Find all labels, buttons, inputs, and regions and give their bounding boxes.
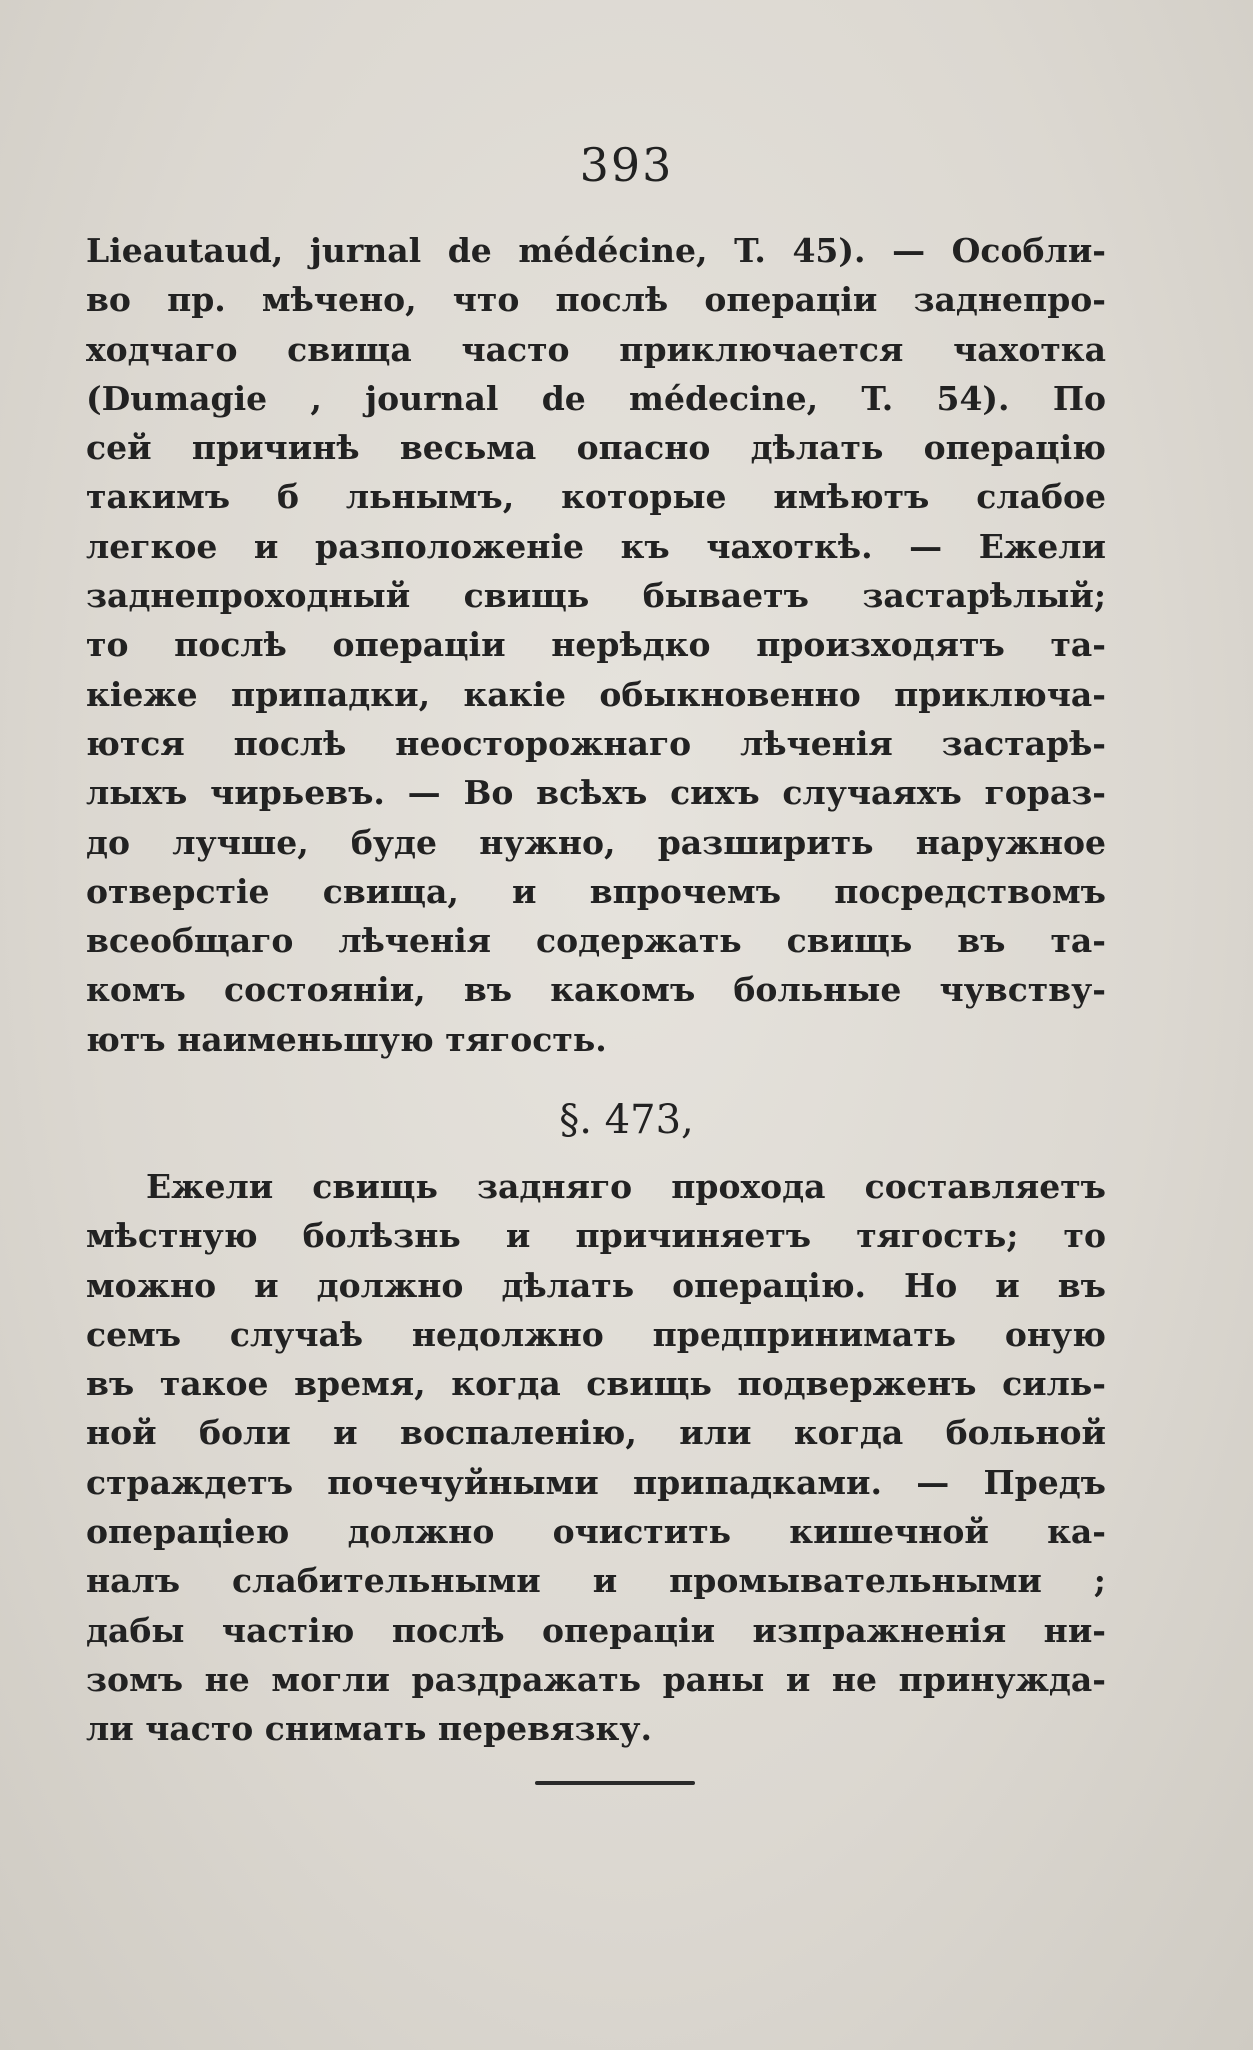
text-line: то послѣ операціи нерѣдко произходятъ та- — [86, 625, 1106, 665]
text-line: можно и должно дѣлать операцію. Но и въ — [86, 1265, 1106, 1305]
text-line: ются послѣ неосторожнаго лѣченія застарѣ- — [86, 723, 1106, 763]
text-line: (Dumagie , journal de médecine, T. 54). По — [86, 378, 1106, 418]
paragraph-2 — [86, 1162, 1106, 1754]
paragraph-1 — [86, 226, 1106, 1064]
text-line: отверстіе свища, и впрочемъ посредствомъ — [86, 871, 1106, 911]
page-number: 393 — [579, 138, 674, 192]
text-line: зомъ не могли раздражать раны и не принужда- — [86, 1659, 1106, 1699]
text-line: страждетъ почечуйными припадками. — Предъ — [86, 1462, 1106, 1502]
text-line: комъ состояніи, въ какомъ больные чувству- — [86, 970, 1106, 1010]
text-line: сей причинѣ весьма опасно дѣлать операцію — [86, 428, 1106, 468]
text-line: такимъ б льнымъ, которые имѣютъ слабое — [86, 477, 1106, 517]
text-line: мѣстную болѣзнь и причиняетъ тягость; то — [86, 1216, 1106, 1256]
text-line: легкое и разположеніе къ чахоткѣ. — Ежели — [86, 526, 1106, 566]
section-divider — [535, 1781, 695, 1785]
text-line: семъ случаѣ недолжно предпринимать оную — [86, 1314, 1106, 1354]
text-line: налъ слабительными и промывательными ; — [86, 1561, 1106, 1601]
text-line: въ такое время, когда свищь подверженъ силь- — [86, 1364, 1106, 1404]
text-line: ютъ наименьшую тягость. — [86, 1019, 607, 1059]
text-line: всеобщаго лѣченія содержать свищь въ та- — [86, 921, 1106, 961]
text-line: заднепроходный свищь бываетъ застарѣлый; — [86, 576, 1106, 616]
text-line: лыхъ чирьевъ. — Во всѣхъ сихъ случаяхъ гораз- — [86, 773, 1106, 813]
text-line: Lieautaud, jurnal de médécine, T. 45). — Особли- — [86, 231, 1106, 270]
text-line: во пр. мѣчено, что послѣ операціи заднепро- — [86, 280, 1106, 320]
text-line: ли часто снимать перевязку. — [86, 1709, 652, 1749]
text-line: дабы частію послѣ операціи изпражненія ни- — [86, 1610, 1106, 1650]
section-heading: §. 473, — [559, 1097, 694, 1143]
text-line: кіеже припадки, какіе обыкновенно приключа- — [86, 674, 1106, 714]
text-line: ной боли и воспаленію, или когда больной — [86, 1413, 1106, 1453]
text-line: до лучше, буде нужно, разширить наружное — [86, 822, 1106, 862]
text-line: ходчаго свища часто приключается чахотка — [86, 329, 1106, 369]
text-line: операціею должно очистить кишечной ка- — [86, 1512, 1106, 1552]
text-line: Ежели свищь задняго прохода составляетъ — [146, 1167, 1106, 1206]
